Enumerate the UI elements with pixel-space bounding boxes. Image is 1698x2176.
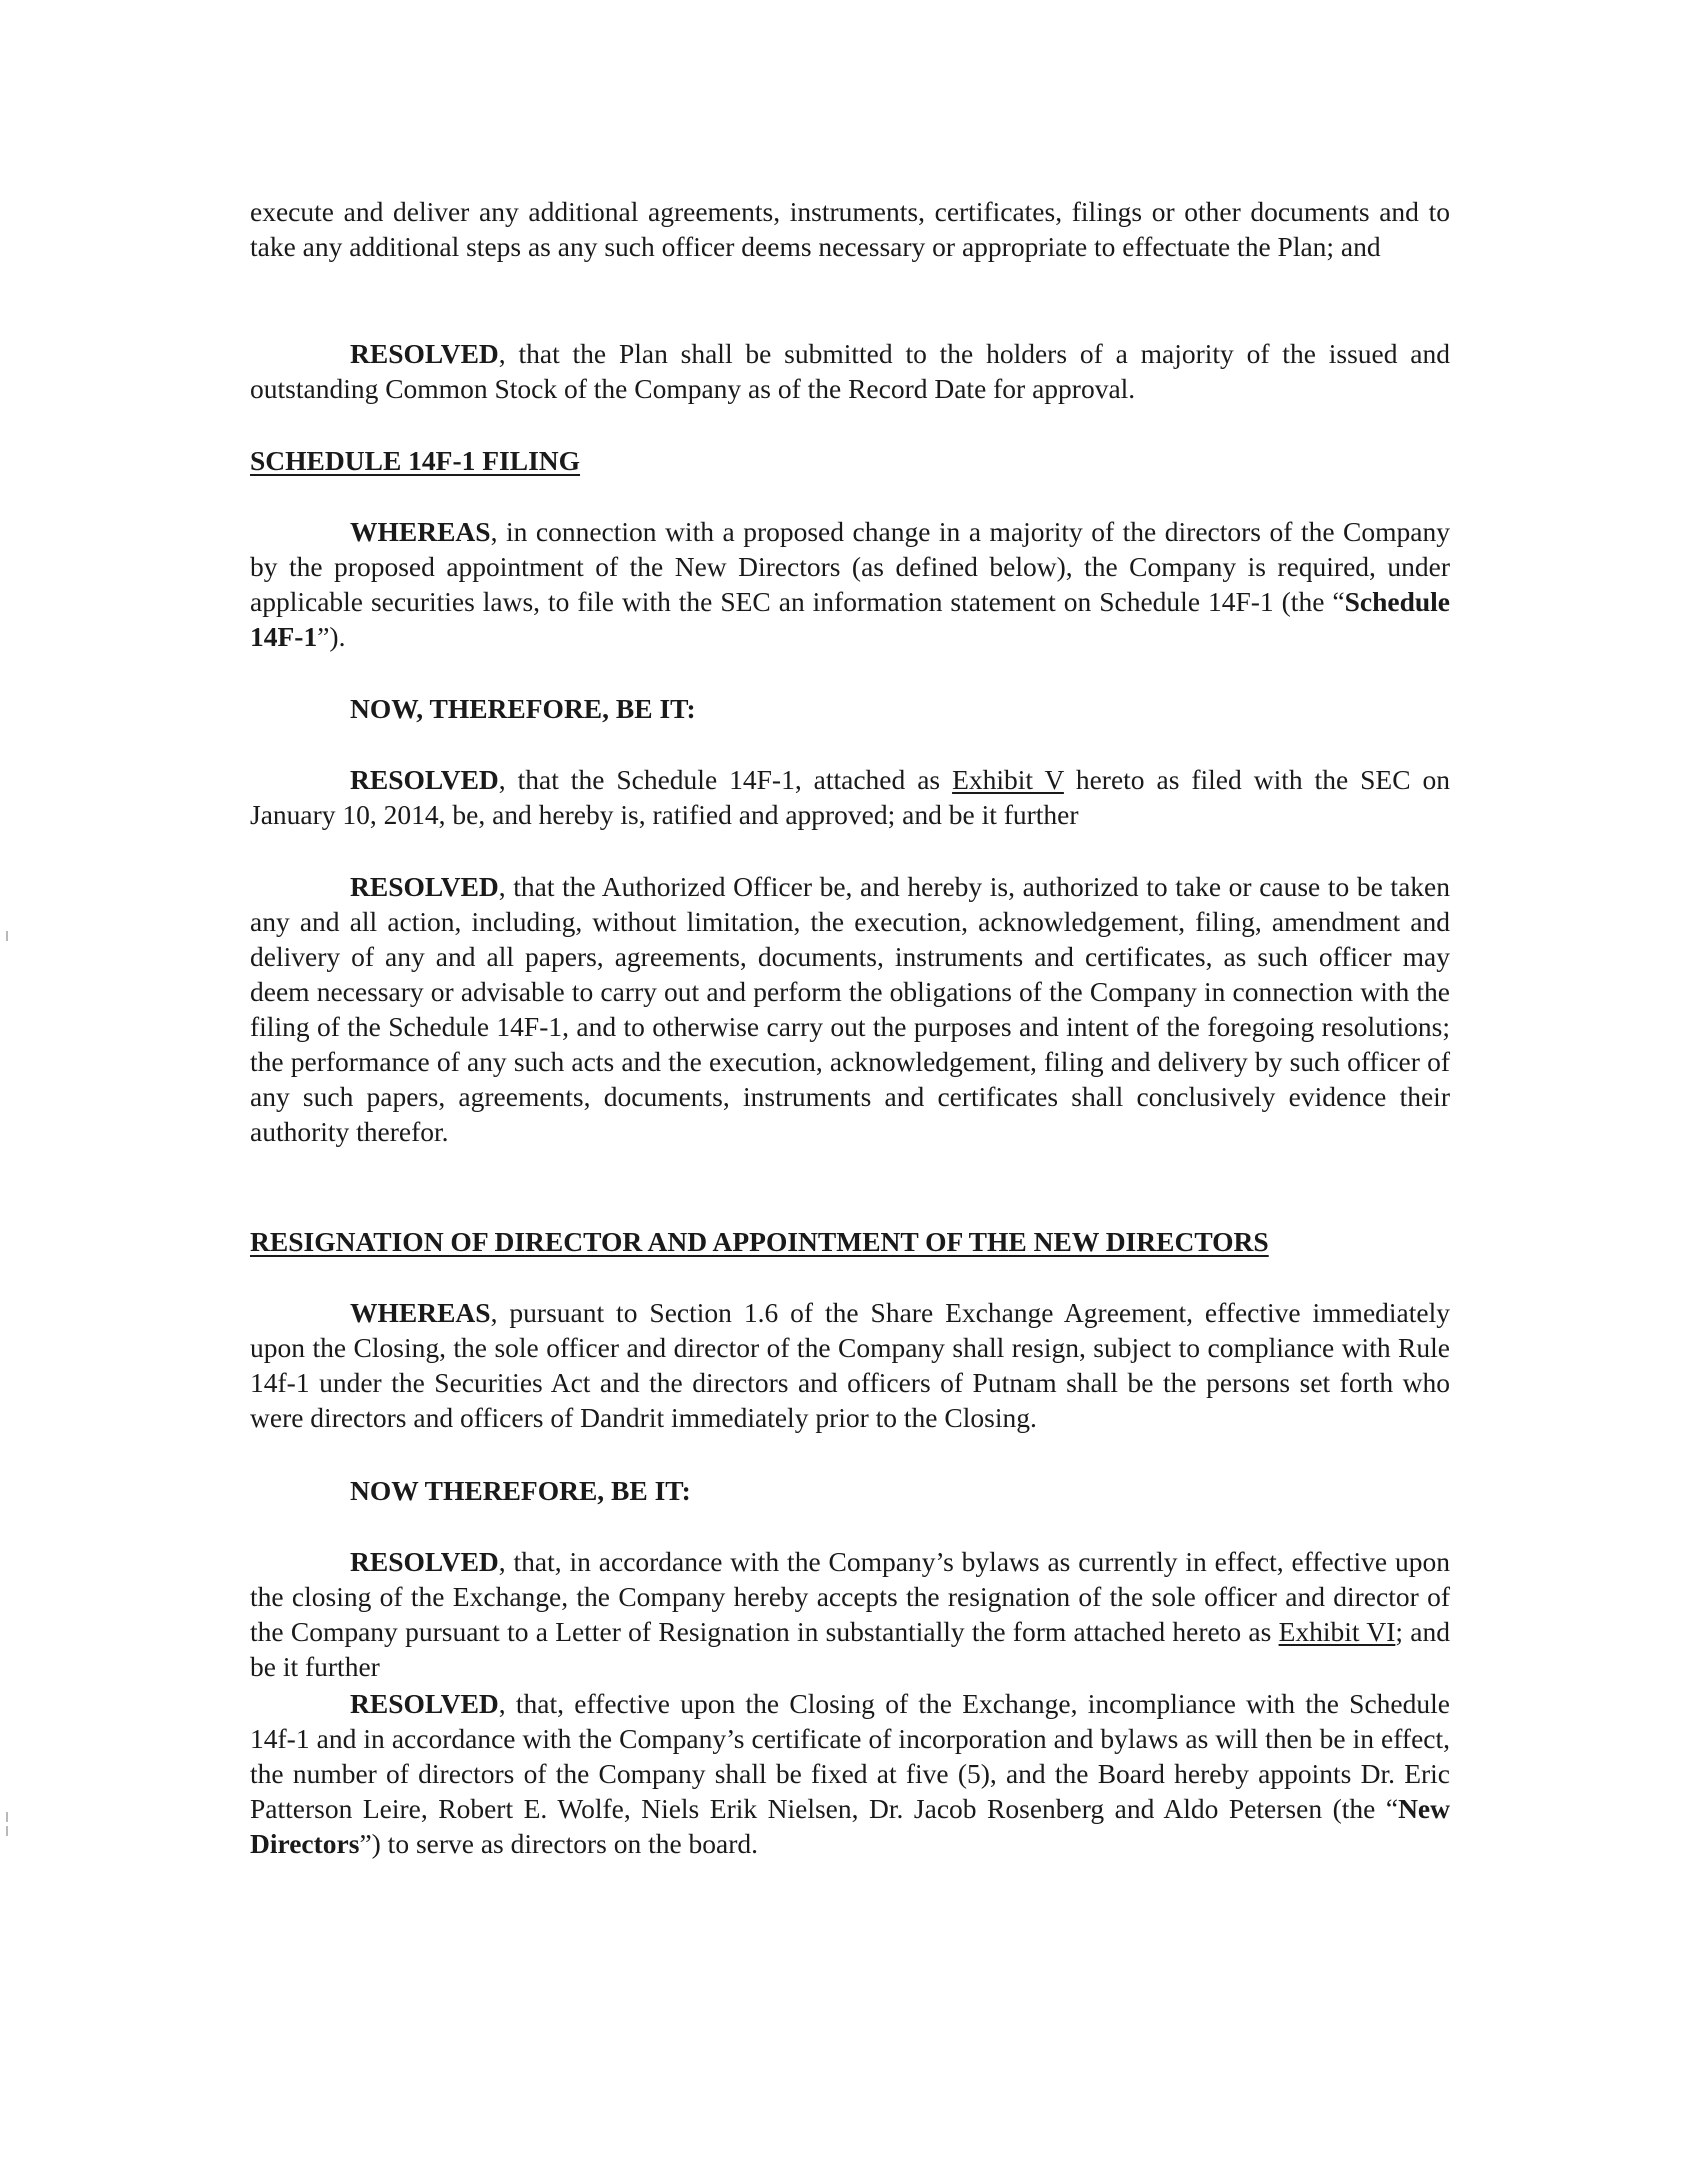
resolved-lead: RESOLVED <box>350 338 499 369</box>
whereas-lead: WHEREAS <box>350 516 491 547</box>
scan-margin-mark <box>6 1812 8 1822</box>
paragraph-whereas-resignation: WHEREAS, pursuant to Section 1.6 of the Share Exchange Agreement, effective immediately upon the Closing, the sole officer and director of the Company shall resign, subject to compliance with Rule 14f-1 under the Securities Act and the directors and officers of Putnam shall be the persons set forth who were directors and officers of Dandrit immediately prior to the Closing. <box>250 1297 1450 1433</box>
paragraph-resolved-new-directors: RESOLVED, that, effective upon the Closing of the Exchange, incompliance with the Schedule 14f-1 and in accordance with the Company’s certificate of incorporation and bylaws as will then be in effect, the number of directors of the Company shall be fixed at five (5), and the Board hereby appoints Dr. Eric Patterson Leire, Robert E. Wolfe, Niels Erik Nielsen, Dr. Jacob Rosenberg and Aldo Petersen (the “New Directors”) to serve as directors on the board. <box>250 1688 1450 1859</box>
paragraph-continuation: execute and deliver any additional agreements, instruments, certificates, filings or other documents and to take any additional steps as any such officer deems necessary or appropriate to effectuate the Plan; and <box>250 196 1450 262</box>
exhibit-reference: Exhibit V <box>952 764 1064 795</box>
paragraph-resolved-resignation: RESOLVED, that, in accordance with the Company’s bylaws as currently in effect, effective upon the closing of the Exchange, the Company hereby accepts the resignation of the sole officer and director of the Company pursuant to a Letter of Resignation in substantially the form attached hereto as Exhibit VI; and be it further <box>250 1546 1450 1682</box>
paragraph-whereas-schedule: WHEREAS, in connection with a proposed change in a majority of the directors of the Company by the proposed appointment of the New Directors (as defined below), the Company is required, under applicable securities laws, to file with the SEC an information statement on Schedule 14F-1 (the “Schedule 14F-1”). <box>250 516 1450 652</box>
defined-term: Schedule 14F-1 <box>250 586 1450 652</box>
resolved-lead: RESOLVED <box>350 764 499 795</box>
paragraph-resolved-ratify: RESOLVED, that the Schedule 14F-1, attached as Exhibit V hereto as filed with the SEC on January 10, 2014, be, and hereby is, ratified and approved; and be it further <box>250 764 1450 830</box>
defined-term: New Directors <box>250 1793 1450 1859</box>
paragraph-resolved-authorized-officer: RESOLVED, that the Authorized Officer be, and hereby is, authorized to take or cause to be taken any and all action, including, without limitation, the execution, acknowledgement, filing, amendment and delivery of any and all papers, agreements, documents, instruments and certificates, as such officer may deem necessary or advisable to carry out and perform the obligations of the Company in connection with the filing of the Schedule 14F-1, and to otherwise carry out the purposes and intent of the foregoing resolutions; the performance of any such acts and the execution, acknowledgement, filing and delivery by such officer of any such papers, agreements, documents, instruments and certificates shall conclusively evidence their authority therefor. <box>250 871 1450 1147</box>
section-heading-schedule-14f1: SCHEDULE 14F-1 FILING <box>250 445 581 476</box>
section-heading-resignation: RESIGNATION OF DIRECTOR AND APPOINTMENT OF THE NEW DIRECTORS <box>250 1226 1269 1257</box>
whereas-lead: WHEREAS <box>350 1297 491 1328</box>
scan-margin-mark <box>6 1826 8 1836</box>
scan-margin-mark <box>6 931 8 941</box>
now-therefore-heading: NOW, THEREFORE, BE IT: <box>350 693 696 724</box>
resolved-lead: RESOLVED <box>350 871 499 902</box>
resolved-lead: RESOLVED <box>350 1688 499 1719</box>
paragraph-resolved-plan: RESOLVED, that the Plan shall be submitted to the holders of a majority of the issued and outstanding Common Stock of the Company as of the Record Date for approval. <box>250 338 1450 404</box>
exhibit-reference: Exhibit VI <box>1278 1616 1396 1647</box>
now-therefore-heading: NOW THEREFORE, BE IT: <box>350 1475 691 1506</box>
resolved-lead: RESOLVED <box>350 1546 499 1577</box>
